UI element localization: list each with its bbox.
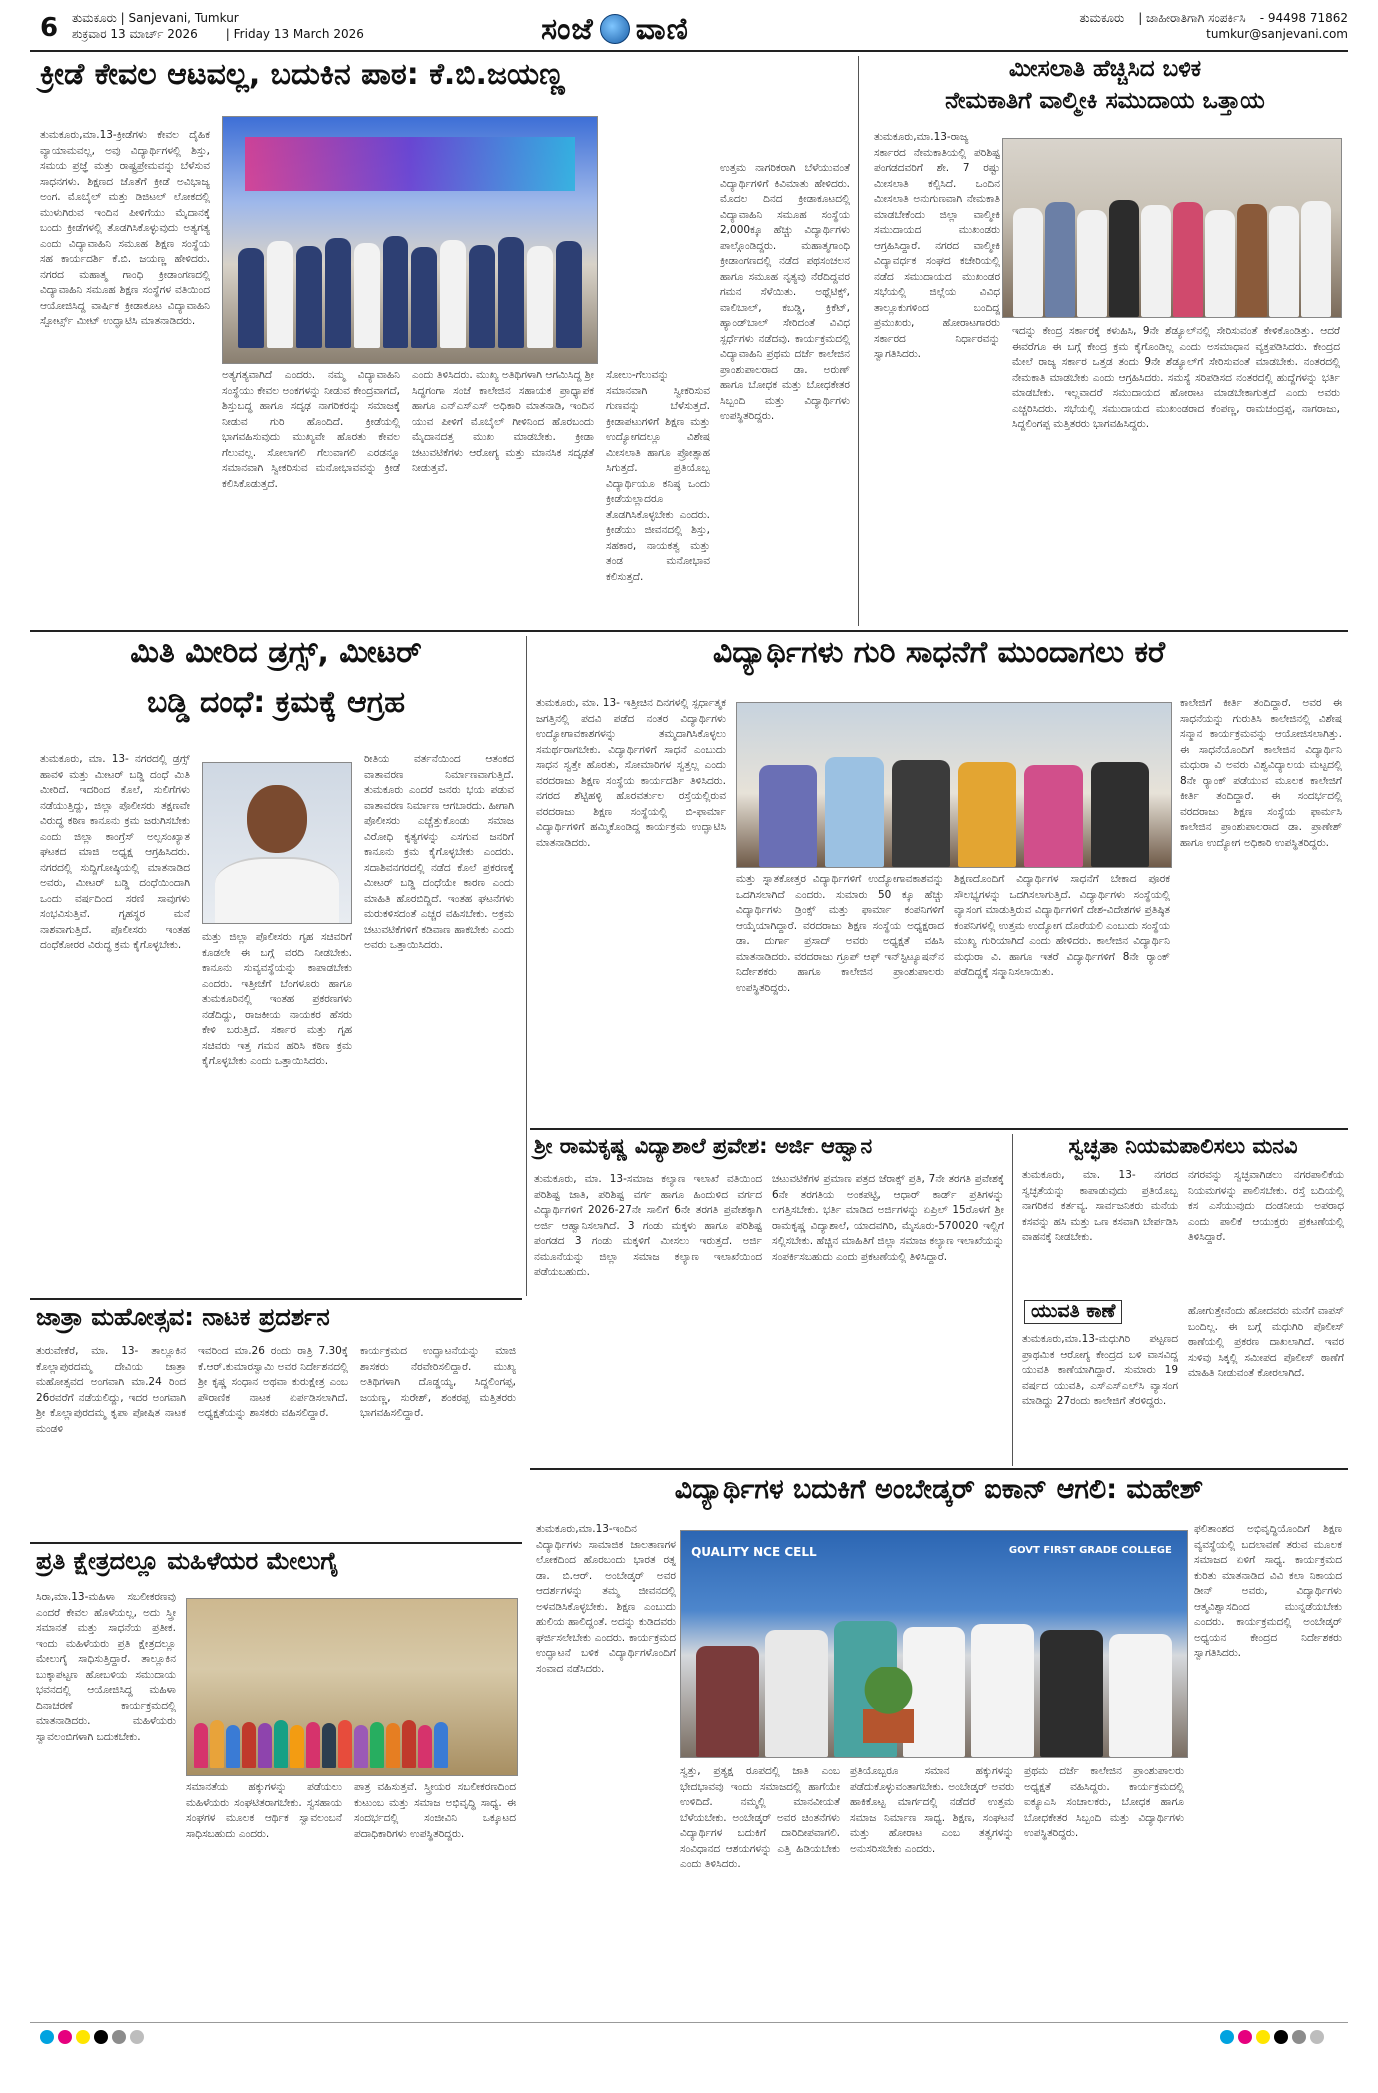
article-women-col2: ಸಮಾನತೆಯ ಹಕ್ಕುಗಳನ್ನು ಪಡೆಯಲು ಮಹಿಳೆಯರು ಸಂಘಟಿತರಾಗಬೇಕು. ಸ್ವಸಹಾಯ ಸಂಘಗಳ ಮೂಲಕ ಆರ್ಥಿಕ ಸ್ವಾವಲಂಬನೆ ಸಾಧಿಸಬಹುದು ಎಂದರು.	[186, 1781, 342, 1840]
article-sports-headline: ಕ್ರೀಡೆ ಕೇವಲ ಆಟವಲ್ಲ, ಬದುಕಿನ ಪಾಠ: ಕೆ.ಬಿ.ಜಯಣ್ಣ	[40, 57, 565, 92]
registration-dot	[58, 2030, 72, 2044]
article-women-col1: ಸಿರಾ,ಮಾ.13-ಮಹಿಳಾ ಸಬಲೀಕರಣವು ಎಂದರೆ ಕೇವಲ ಹೊಳೆಯಲ್ಲ, ಅದು ಸ್ತ್ರೀ ಸಮಾನತೆ ಮತ್ತು ಸಾಧನೆಯ ಪ್ರತೀಕ. ಇಂದು ಮಹಿಳೆಯರು ಪ್ರತಿ ಕ್ಷೇತ್ರದಲ್ಲೂ ಮೇಲುಗೈ ಸಾಧಿಸುತ್ತಿದ್ದಾರೆ. ತಾಲ್ಲೂಕಿನ ಬುಕ್ಕಾಪಟ್ಟಣ ಹೋಬಳಿಯ ಸಮುದಾಯ ಭವನದಲ್ಲಿ ಆಯೋಜಿಸಿದ್ದ ಮಹಿಳಾ ದಿನಾಚರಣೆ ಕಾರ್ಯಕ್ರಮದಲ್ಲಿ ಮಾತನಾಡಿದರು. ಮಹಿಳೆಯರು ಸ್ವಾವಲಂಬಿಗಳಾಗಿ ಬದುಕಬೇಕು.	[36, 1591, 176, 1743]
article-students-goal	[530, 636, 1348, 1124]
plant-pot	[863, 1667, 914, 1744]
registration-marks-left	[40, 2030, 144, 2044]
masthead-date-en: | Friday 13 March 2026	[225, 27, 364, 41]
masthead-city: ತುಮಕೂರು	[72, 11, 117, 25]
article-ambedkar-col4: ಪ್ರಥಮ ದರ್ಜೆ ಕಾಲೇಜಿನ ಪ್ರಾಂಶುಪಾಲರು ಅಧ್ಯಕ್ಷತೆ ವಹಿಸಿದ್ದರು. ಕಾರ್ಯಕ್ರಮದಲ್ಲಿ ಐಕ್ಯೂಎಸಿ ಸಂಚಾಲಕರು, ಬೋಧಕ ಹಾಗೂ ಬೋಧಕೇತರ ಸಿಬ್ಬಂದಿ ಮತ್ತು ವಿದ್ಯಾರ್ಥಿಗಳು ಉಪಸ್ಥಿತರಿದ್ದರು.	[1024, 1765, 1184, 1839]
registration-dot	[112, 2030, 126, 2044]
speaker-portrait-photo	[202, 762, 352, 924]
masthead-ads-label: | ಜಾಹೀರಾತಿಗಾಗಿ ಸಂಪರ್ಕಿಸಿ	[1138, 11, 1246, 25]
article-school-admission	[530, 1134, 1008, 1466]
newspaper-logo	[500, 10, 730, 48]
article-students-goal-col3: ಶಿಕ್ಷಣದೊಂದಿಗೆ ವಿದ್ಯಾರ್ಥಿಗಳ ಸಾಧನೆಗೆ ಬೇಕಾದ ಪೂರಕ ಸೌಲಭ್ಯಗಳನ್ನು ಒದಗಿಸಲಾಗುತ್ತಿದೆ. ವಿದ್ಯಾರ್ಥಿಗಳು ಸಂಸ್ಥೆಯಲ್ಲಿ ವ್ಯಾಸಂಗ ಮಾಡುತ್ತಿರುವ ವಿದ್ಯಾರ್ಥಿಗಳಿಗೆ ದೇಶ-ವಿದೇಶಗಳ ಪ್ರತಿಷ್ಠಿತ ಕಂಪನಿಗಳಲ್ಲಿ ಉತ್ತಮ ಉದ್ಯೋಗ ದೊರೆಯಲಿ ಎಂಬುದು ಸಂಸ್ಥೆಯ ಮುಖ್ಯ ಗುರಿಯಾಗಿದೆ ಎಂದು ಹೇಳಿದರು. ಕಾಲೇಜಿನ ವಿದ್ಯಾರ್ಥಿನಿ ಮಧುರಾ ವಿ. ಹಾಗೂ ಇತರೆ ವಿದ್ಯಾರ್ಥಿಗಳಿಗೆ 8ನೇ ರ್‍ಯಾಂಕ್ ಪಡೆದಿದ್ದಕ್ಕೆ ಸನ್ಮಾನಿಸಲಾಯಿತು.	[954, 873, 1170, 978]
article-school-admission-col1: ತುಮಕೂರು, ಮಾ. 13-ಸಮಾಜ ಕಲ್ಯಾಣ ಇಲಾಖೆ ವತಿಯಿಂದ ಪರಿಶಿಷ್ಟ ಜಾತಿ, ಪರಿಶಿಷ್ಟ ವರ್ಗ ಹಾಗೂ ಹಿಂದುಳಿದ ವರ್ಗದ ವಿದ್ಯಾರ್ಥಿಗಳಿಗೆ 2026-27ನೇ ಸಾಲಿಗೆ 6ನೇ ತರಗತಿ ಪ್ರವೇಶಕ್ಕಾಗಿ ಅರ್ಜಿ ಆಹ್ವಾನಿಸಲಾಗಿದೆ. 3 ಗಂಡು ಮಕ್ಕಳು ಹಾಗೂ ಪರಿಶಿಷ್ಟ ಪಂಗಡದ 3 ಗಂಡು ಮಕ್ಕಳಿಗೆ ಮೀಸಲು ಇರುತ್ತದೆ. ಅರ್ಜಿ ನಮೂನೆಯನ್ನು ಜಿಲ್ಲಾ ಸಮಾಜ ಕಲ್ಯಾಣ ಇಲಾಖೆಯಿಂದ ಪಡೆಯಬಹುದು.	[534, 1173, 762, 1278]
masthead-date-kn: ಶುಕ್ರವಾರ 13 ಮಾರ್ಚ್ 2026	[72, 27, 198, 41]
article-missing-woman-col2: ಹೋಗುತ್ತೇನೆಂದು ಹೋದವರು ಮನೆಗೆ ವಾಪಸ್ ಬಂದಿಲ್ಲ. ಈ ಬಗ್ಗೆ ಮಧುಗಿರಿ ಪೊಲೀಸ್ ಠಾಣೆಯಲ್ಲಿ ಪ್ರಕರಣ ದಾಖಲಾಗಿದೆ. ಇವರ ಸುಳಿವು ಸಿಕ್ಕಲ್ಲಿ ಸಮೀಪದ ಪೊಲೀಸ್ ಠಾಣೆಗೆ ಮಾಹಿತಿ ನೀಡುವಂತೆ ಕೋರಲಾಗಿದೆ.	[1188, 1305, 1344, 1379]
registration-dot	[94, 2030, 108, 2044]
article-missing-woman	[1018, 1300, 1348, 1466]
plant-ceremony-photo	[680, 1530, 1188, 1758]
article-fair-drama-col2: ಇವರಿಂದ ಮಾ.26 ರಂದು ರಾತ್ರಿ 7.30ಕ್ಕೆ ಕೆ.ಆರ್.ಕುಮಾರಸ್ವಾಮಿ ಅವರ ನಿರ್ದೇಶನದಲ್ಲಿ ಶ್ರೀ ಕೃಷ್ಣ ಸಂಧಾನ ಅಥವಾ ಕುರುಕ್ಷೇತ್ರ ಎಂಬ ಪೌರಾಣಿಕ ನಾಟಕ ಏರ್ಪಡಿಸಲಾಗಿದೆ. ಅಧ್ಯಕ್ಷತೆಯನ್ನು ಶಾಸಕರು ವಹಿಸಲಿದ್ದಾರೆ.	[198, 1345, 348, 1419]
photo-people	[1013, 184, 1331, 318]
registration-dot	[1220, 2030, 1234, 2044]
article-reservation-headline-line1: ಮೀಸಲಾತಿ ಹೆಚ್ಚಿಸಿದ ಬಳಿಕ	[1008, 56, 1202, 82]
masthead-edition: | Sanjevani, Tumkur	[120, 11, 239, 25]
registration-dot	[130, 2030, 144, 2044]
article-ambedkar-col1: ತುಮಕೂರು,ಮಾ.13-ಇಂದಿನ ವಿದ್ಯಾರ್ಥಿಗಳು ಸಾಮಾಜಿಕ ಜಾಲತಾಣಗಳ ಲೋಕದಿಂದ ಹೊರಬಂದು ಭಾರತ ರತ್ನ ಡಾ. ಬಿ.ಆರ್. ಅಂಬೇಡ್ಕರ್ ಅವರ ಆದರ್ಶಗಳನ್ನು ತಮ್ಮ ಜೀವನದಲ್ಲಿ ಅಳವಡಿಸಿಕೊಳ್ಳಬೇಕು. ಶಿಕ್ಷಣ ಎಂಬುದು ಹುಲಿಯ ಹಾಲಿದ್ದಂತೆ. ಅದನ್ನು ಕುಡಿದವರು ಘರ್ಜಿಸಲೇಬೇಕು ಎಂದರು. ಕಾರ್ಯಕ್ರಮದ ಉದ್ಘಾಟನೆ ಬಳಿಕ ವಿದ್ಯಾರ್ಥಿಗಳೊಂದಿಗೆ ಸಂವಾದ ನಡೆಸಿದರು.	[536, 1523, 676, 1675]
registration-dot	[1292, 2030, 1306, 2044]
article-drugs-headline-line2: ಬಡ್ಡಿ ದಂಧೆ: ಕ್ರಮಕ್ಕೆ ಆಗ್ರಹ	[146, 685, 406, 720]
community-meeting-photo	[1002, 138, 1342, 318]
article-women	[30, 1548, 522, 2016]
article-sports-col-mid1: ಅತ್ಯಗತ್ಯವಾಗಿದೆ ಎಂದರು. ನಮ್ಮ ವಿದ್ಯಾವಾಹಿನಿ ಸಂಸ್ಥೆಯು ಕೇವಲ ಅಂಕಗಳನ್ನು ನೀಡುವ ಕೇಂದ್ರವಾಗದೆ, ಶಿಸ್ತುಬದ್ಧ ಹಾಗೂ ಸದೃಢ ನಾಗರಿಕರನ್ನು ಸಮಾಜಕ್ಕೆ ನೀಡುವ ಗುರಿ ಹೊಂದಿದೆ. ಕ್ರೀಡೆಯಲ್ಲಿ ಭಾಗವಹಿಸುವುದು ಮುಖ್ಯವೇ ಹೊರತು ಕೇವಲ ಗೆಲುವಲ್ಲ. ಸೋಲಾಗಲಿ ಗೆಲುವಾಗಲಿ ಎರಡನ್ನೂ ಸಮಾನವಾಗಿ ಸ್ವೀಕರಿಸುವ ಮನೋಭಾವವನ್ನು ಕ್ರೀಡೆ ಕಲಿಸಿಕೊಡುತ್ತದೆ.	[222, 369, 400, 490]
women-event-photo	[186, 1598, 518, 1776]
article-reservation	[862, 56, 1348, 626]
divider	[30, 1542, 522, 1544]
masthead-right-info	[1079, 10, 1348, 42]
article-reservation-col1: ತುಮಕೂರು,ಮಾ.13-ರಾಜ್ಯ ಸರ್ಕಾರದ ನೇಮಕಾತಿಯಲ್ಲಿ ಪರಿಶಿಷ್ಟ ಪಂಗಡದವರಿಗೆ ಶೇ. 7 ರಷ್ಟು ಮೀಸಲಾತಿ ಕಲ್ಪಿಸಿದೆ. ಒಂದಿನ ಮೀಸಲಾತಿ ಅನುಗುಣವಾಗಿ ನೇಮಕಾತಿ ಮಾಡಬೇಕೆಂದು ಜಿಲ್ಲಾ ವಾಲ್ಮೀಕಿ ಸಮುದಾಯದ ಮುಖಂಡರು ಆಗ್ರಹಿಸಿದ್ದಾರೆ. ನಗರದ ವಾಲ್ಮೀಕಿ ವಿದ್ಯಾವರ್ಧಕ ಸಂಘದ ಕಚೇರಿಯಲ್ಲಿ ನಡೆದ ಸಮುದಾಯದ ಮುಖಂಡರ ಸಭೆಯಲ್ಲಿ ಜಿಲ್ಲೆಯ ವಿವಿಧ ತಾಲ್ಲೂಕುಗಳಿಂದ ಬಂದಿದ್ದ ಪ್ರಮುಖರು, ಹೋರಾಟಗಾರರು ಸರ್ಕಾರದ ನಿರ್ಧಾರವನ್ನು ಸ್ವಾಗತಿಸಿದರು.	[874, 131, 1000, 360]
article-school-admission-col2: ಚಟುವಟಿಕೆಗಳ ಪ್ರಮಾಣ ಪತ್ರದ ಜೆರಾಕ್ಸ್ ಪ್ರತಿ, 7ನೇ ತರಗತಿ ಪ್ರವೇಶಕ್ಕೆ 6ನೇ ತರಗತಿಯ ಅಂಕಪಟ್ಟಿ, ಆಧಾರ್ ಕಾರ್ಡ್ ಪ್ರತಿಗಳನ್ನು ಲಗತ್ತಿಸಬೇಕು. ಭರ್ತಿ ಮಾಡಿದ ಅರ್ಜಿಗಳನ್ನು ಏಪ್ರಿಲ್ 15ರೊಳಗೆ ಶ್ರೀ ರಾಮಕೃಷ್ಣ ವಿದ್ಯಾಶಾಲೆ, ಯಾದವಗಿರಿ, ಮೈಸೂರು-570020 ಇಲ್ಲಿಗೆ ಸಲ್ಲಿಸಬೇಕು. ಹೆಚ್ಚಿನ ಮಾಹಿತಿಗೆ ಜಿಲ್ಲಾ ಸಮಾಜ ಕಲ್ಯಾಣ ಇಲಾಖೆಯನ್ನು ಸಂಪರ್ಕಿಸಬಹುದು ಎಂದು ಪ್ರಕಟಣೆಯಲ್ಲಿ ತಿಳಿಸಿದ್ದಾರೆ.	[772, 1173, 1004, 1263]
article-reservation-headline-line2: ನೇಮಕಾತಿಗೆ ವಾಲ್ಮೀಕಿ ಸಮುದಾಯ ಒತ್ತಾಯ	[945, 88, 1265, 114]
article-drugs-headline-line1: ಮಿತಿ ಮೀರಿದ ಡ್ರಗ್ಸ್, ಮೀಟರ್	[130, 635, 422, 670]
article-cleanliness	[1018, 1134, 1348, 1298]
logo-text-right: ವಾಣಿ	[635, 11, 689, 47]
photo-people	[238, 220, 582, 348]
registration-dot	[76, 2030, 90, 2044]
divider	[30, 2022, 1348, 2023]
article-ambedkar-col3: ಪ್ರತಿಯೊಬ್ಬರೂ ಸಮಾನ ಹಕ್ಕುಗಳನ್ನು ಪಡೆದುಕೊಳ್ಳುವಂತಾಗಬೇಕು. ಅಂಬೇಡ್ಕರ್ ಅವರು ಹಾಕಿಕೊಟ್ಟ ಮಾರ್ಗದಲ್ಲಿ ನಡೆದರೆ ಉತ್ತಮ ಸಮಾಜ ನಿರ್ಮಾಣ ಸಾಧ್ಯ. ಶಿಕ್ಷಣ, ಸಂಘಟನೆ ಮತ್ತು ಹೋರಾಟ ಎಂಬ ತತ್ವಗಳನ್ನು ಅನುಸರಿಸಬೇಕು ಎಂದರು.	[850, 1765, 1014, 1855]
article-students-goal-col1: ತುಮಕೂರು, ಮಾ. 13- ಇತ್ತೀಚಿನ ದಿನಗಳಲ್ಲಿ ಸ್ಪರ್ಧಾತ್ಮಕ ಜಗತ್ತಿನಲ್ಲಿ ಪದವಿ ಪಡೆದ ನಂತರ ವಿದ್ಯಾರ್ಥಿಗಳು ಉದ್ಯೋಗಾವಕಾಶಗಳನ್ನು ತಮ್ಮದಾಗಿಸಿಕೊಳ್ಳಲು ಸಮರ್ಥರಾಗಬೇಕು. ವಿದ್ಯಾರ್ಥಿಗಳಿಗೆ ಸಾಧನೆ ಎಂಬುದು ಸಾಧನ ಸ್ವತ್ತೇ ಹೊರತು, ಸೋಮಾರಿಗಳ ಸ್ವತ್ತಲ್ಲ ಎಂದು ವರದರಾಜು ಶಿಕ್ಷಣ ಸಂಸ್ಥೆಯ ಕಾರ್ಯದರ್ಶಿ ತಿಳಿಸಿದರು. ನಗರದ ಶೆಟ್ಟಿಹಳ್ಳಿ ಹೊರವರ್ತುಲ ರಸ್ತೆಯಲ್ಲಿರುವ ವರದರಾಜು ಶಿಕ್ಷಣ ಸಂಸ್ಥೆಯಲ್ಲಿ ಬಿ-ಫಾರ್ಮಾ ವಿದ್ಯಾರ್ಥಿಗಳಿಗೆ ಹಮ್ಮಿಕೊಂಡಿದ್ದ ಕಾರ್ಯಕ್ರಮ ಉದ್ಘಾಟಿಸಿ ಮಾತನಾಡಿದರು.	[536, 697, 726, 849]
article-school-admission-headline: ಶ್ರೀ ರಾಮಕೃಷ್ಣ ವಿದ್ಯಾಶಾಲೆ ಪ್ರವೇಶ: ಅರ್ಜಿ ಆಹ್ವಾನ	[534, 1134, 873, 1158]
article-students-goal-col4: ಕಾಲೇಜಿಗೆ ಕೀರ್ತಿ ತಂದಿದ್ದಾರೆ. ಅವರ ಈ ಸಾಧನೆಯನ್ನು ಗುರುತಿಸಿ ಕಾಲೇಜಿನಲ್ಲಿ ವಿಶೇಷ ಸನ್ಮಾನ ಕಾರ್ಯಕ್ರಮವನ್ನು ಆಯೋಜಿಸಲಾಗಿತ್ತು. ಈ ಸಾಧನೆಯೊಂದಿಗೆ ಕಾಲೇಜಿನ ವಿದ್ಯಾರ್ಥಿನಿ ಮಧುರಾ ವಿ ಅವರು ವಿಶ್ವವಿದ್ಯಾಲಯ ಮಟ್ಟದಲ್ಲಿ 8ನೇ ರ್‍ಯಾಂಕ್ ಪಡೆಯುವ ಮೂಲಕ ಕಾಲೇಜಿಗೆ ಕೀರ್ತಿ ತಂದಿದ್ದಾರೆ. ಈ ಸಂದರ್ಭದಲ್ಲಿ ವರದರಾಜು ಶಿಕ್ಷಣ ಸಂಸ್ಥೆಯ ಫಾರ್ಮಸಿ ಕಾಲೇಜಿನ ಪ್ರಾಂಶುಪಾಲರಾದ ಡಾ. ಪ್ರಾಣೇಶ್ ಹಾಗೂ ಉದ್ಯೋಗ ಅಧಿಕಾರಿ ಉಪಸ್ಥಿತರಿದ್ದರು.	[1180, 697, 1342, 849]
article-fair-drama-col3: ಕಾರ್ಯಕ್ರಮದ ಉದ್ಘಾಟನೆಯನ್ನು ಮಾಜಿ ಶಾಸಕರು ನೆರವೇರಿಸಲಿದ್ದಾರೆ. ಮುಖ್ಯ ಅತಿಥಿಗಳಾಗಿ ದೊಡ್ಡಯ್ಯ, ಸಿದ್ದಲಿಂಗಪ್ಪ, ಜಯಣ್ಣ, ಸುರೇಶ್, ಶಂಕರಪ್ಪ ಮತ್ತಿತರರು ಭಾಗವಹಿಸಲಿದ್ದಾರೆ.	[360, 1345, 516, 1419]
divider	[1012, 1134, 1013, 1466]
photo-people	[696, 1599, 1172, 1757]
photo-people	[759, 739, 1150, 867]
award-ceremony-photo	[736, 702, 1172, 868]
article-drugs-col2: ಮತ್ತು ಜಿಲ್ಲಾ ಪೊಲೀಸರು ಗೃಹ ಸಚಿವರಿಗೆ ಕೂಡಲೇ ಈ ಬಗ್ಗೆ ವರದಿ ನೀಡಬೇಕು. ಕಾನೂನು ಸುವ್ಯವಸ್ಥೆಯನ್ನು ಕಾಪಾಡಬೇಕು ಎಂದರು. ಇತ್ತೀಚೆಗೆ ಬೆಂಗಳೂರು ಹಾಗೂ ತುಮಕೂರಿನಲ್ಲಿ ಇಂತಹ ಪ್ರಕರಣಗಳು ನಡೆದಿದ್ದು, ರಾಜಕೀಯ ನಾಯಕರ ಹೆಸರು ಕೇಳಿ ಬರುತ್ತಿದೆ. ಸರ್ಕಾರ ಮತ್ತು ಗೃಹ ಸಚಿವರು ಇತ್ತ ಗಮನ ಹರಿಸಿ ಕಠಿಣ ಕ್ರಮ ಕೈಗೊಳ್ಳಬೇಕು ಎಂದು ಒತ್ತಾಯಿಸಿದರು.	[202, 931, 352, 1067]
article-ambedkar-col2: ಸ್ವತ್ತು, ಪ್ರತ್ಯಕ್ಷ ರೂಪದಲ್ಲಿ ಜಾತಿ ಎಂಬ ಭೇದಭಾವವು ಇಂದು ಸಮಾಜದಲ್ಲಿ ಹಾಗೆಯೇ ಉಳಿದಿದೆ. ನಮ್ಮಲ್ಲಿ ಮಾನವೀಯತೆ ಬೆಳೆಯಬೇಕು. ಅಂಬೇಡ್ಕರ್ ಅವರ ಚಿಂತನೆಗಳು ವಿದ್ಯಾರ್ಥಿಗಳ ಬದುಕಿಗೆ ದಾರಿದೀಪವಾಗಲಿ. ಸಂವಿಧಾನದ ಆಶಯಗಳನ್ನು ಎತ್ತಿ ಹಿಡಿಯಬೇಕು ಎಂದು ತಿಳಿಸಿದರು.	[680, 1765, 840, 1870]
divider	[858, 56, 859, 626]
article-ambedkar	[530, 1474, 1348, 2016]
photo-banner-text-left: QUALITY NCE CELL	[691, 1544, 817, 1559]
masthead-left-info	[72, 10, 364, 42]
registration-dot	[40, 2030, 54, 2044]
masthead-phone: - 94498 71862	[1259, 11, 1348, 25]
article-students-goal-col2: ಮತ್ತು ಸ್ನಾತಕೋತ್ತರ ವಿದ್ಯಾರ್ಥಿಗಳಿಗೆ ಉದ್ಯೋಗಾವಕಾಶವನ್ನು ಒದಗಿಸಲಾಗಿದೆ ಎಂದರು. ಸುಮಾರು 50 ಕ್ಕೂ ಹೆಚ್ಚು ವಿದ್ಯಾರ್ಥಿಗಳು ಡ್ರಿಂಕ್ಸ್ ಮತ್ತು ಫಾರ್ಮಾ ಕಂಪನಿಗಳಿಗೆ ಆಯ್ಕೆಯಾಗಿದ್ದಾರೆ. ವರದರಾಜು ಶಿಕ್ಷಣ ಸಂಸ್ಥೆಯ ಅಧ್ಯಕ್ಷರಾದ ಡಾ. ದುರ್ಗಾ ಪ್ರಸಾದ್ ಅವರು ಅಧ್ಯಕ್ಷತೆ ವಹಿಸಿ ಮಾತನಾಡಿದರು. ವರದರಾಜು ಗ್ರೂಪ್ ಆಫ್ ಇನ್‌ಸ್ಟಿಟ್ಯೂಷನ್‌ನ ನಿರ್ದೇಶಕರು ಹಾಗೂ ಕಾಲೇಜಿನ ಪ್ರಾಂಶುಪಾಲರು ಉಪಸ್ಥಿತರಿದ್ದರು.	[736, 873, 944, 994]
registration-dot	[1274, 2030, 1288, 2044]
portrait-shirt	[215, 857, 339, 923]
article-fair-drama-headline: ಜಾತ್ರಾ ಮಹೋತ್ಸವ: ನಾಟಕ ಪ್ರದರ್ಶನ	[36, 1303, 330, 1331]
article-sports-col-mid2: ಎಂದು ತಿಳಿಸಿದರು. ಮುಖ್ಯ ಅತಿಥಿಗಳಾಗಿ ಆಗಮಿಸಿದ್ದ ಶ್ರೀ ಸಿದ್ಧಗಂಗಾ ಸಂಜೆ ಕಾಲೇಜಿನ ಸಹಾಯಕ ಪ್ರಾಧ್ಯಾಪಕ ಹಾಗೂ ಎನ್‌ಎಸ್‌ಎಸ್ ಅಧಿಕಾರಿ ಮಾತನಾಡಿ, ಇಂದಿನ ಯುವ ಪೀಳಿಗೆ ಮೊಬೈಲ್ ಗೀಳಿನಿಂದ ಹೊರಬಂದು ಮೈದಾನದತ್ತ ಮುಖ ಮಾಡಬೇಕು. ಕ್ರೀಡಾ ಚಟುವಟಿಕೆಗಳು ಆರೋಗ್ಯ ಮತ್ತು ಮಾನಸಿಕ ಸದೃಢತೆ ನೀಡುತ್ತವೆ.	[412, 369, 594, 474]
divider	[30, 1298, 522, 1300]
article-cleanliness-col1: ತುಮಕೂರು, ಮಾ. 13- ನಗರದ ಸ್ವಚ್ಛತೆಯನ್ನು ಕಾಪಾಡುವುದು ಪ್ರತಿಯೊಬ್ಬ ನಾಗರಿಕನ ಕರ್ತವ್ಯ. ಸಾರ್ವಜನಿಕರು ಮನೆಯ ಕಸವನ್ನು ಹಸಿ ಮತ್ತು ಒಣ ಕಸವಾಗಿ ಬೇರ್ಪಡಿಸಿ ವಾಹನಕ್ಕೆ ನೀಡಬೇಕು.	[1022, 1169, 1178, 1243]
divider	[30, 630, 1348, 632]
article-sports-col-left: ತುಮಕೂರು,ಮಾ.13-ಕ್ರೀಡೆಗಳು ಕೇವಲ ದೈಹಿಕ ವ್ಯಾಯಾಮವಲ್ಲ, ಅವು ವಿದ್ಯಾರ್ಥಿಗಳಲ್ಲಿ ಶಿಸ್ತು, ಸಮಯ ಪ್ರಜ್ಞೆ ಮತ್ತು ರಾಷ್ಟ್ರಪ್ರೇಮವನ್ನು ಬೆಳೆಸುವ ಸಾಧನಗಳು. ಶಿಕ್ಷಣದ ಜೊತೆಗೆ ಕ್ರೀಡೆ ಅವಿಭಾಜ್ಯ ಅಂಗ. ಮೊಬೈಲ್ ಮತ್ತು ಡಿಜಿಟಲ್ ಲೋಕದಲ್ಲಿ ಮುಳುಗಿರುವ ಇಂದಿನ ಪೀಳಿಗೆಯು ಮೈದಾನಕ್ಕೆ ಬಂದು ಕ್ರೀಡೆಗಳಲ್ಲಿ ತೊಡಗಿಸಿಕೊಳ್ಳುವುದು ಅತ್ಯಗತ್ಯ ಎಂದು ವಿದ್ಯಾವಾಹಿನಿ ಸಮೂಹ ಶಿಕ್ಷಣ ಸಂಸ್ಥೆಯ ಸಹ ಕಾರ್ಯದರ್ಶಿ ಕೆ.ಬಿ. ಜಯಣ್ಣ ಹೇಳಿದರು. ನಗರದ ಮಹಾತ್ಮ ಗಾಂಧಿ ಕ್ರೀಡಾಂಗಣದಲ್ಲಿ ವಿದ್ಯಾವಾಹಿನಿ ಸಮೂಹ ಶಿಕ್ಷಣ ಸಂಸ್ಥೆಗಳ ವತಿಯಿಂದ ಆಯೋಜಿಸಿದ್ದ ವಾರ್ಷಿಕ ಕ್ರೀಡಾಕೂಟ ವಿದ್ಯಾವಾಹಿನಿ ಸ್ಪೋರ್ಟ್ಸ್ ಮೀಟ್ ಉದ್ಘಾಟಿಸಿ ಮಾತನಾಡಿದರು.	[40, 129, 210, 327]
article-drugs-col1: ತುಮಕೂರು, ಮಾ. 13- ನಗರದಲ್ಲಿ ಡ್ರಗ್ಸ್ ಹಾವಳಿ ಮತ್ತು ಮೀಟರ್ ಬಡ್ಡಿ ದಂಧೆ ಮಿತಿ ಮೀರಿದೆ. ಇದರಿಂದ ಕೊಲೆ, ಸುಲಿಗೆಗಳು ನಡೆಯುತ್ತಿದ್ದು, ಜಿಲ್ಲಾ ಪೊಲೀಸರು ತಕ್ಷಣವೇ ವಿರುದ್ಧ ಕಠಿಣ ಕಾನೂನು ಕ್ರಮ ಜರುಗಿಸಬೇಕು ಎಂದು ಜಿಲ್ಲಾ ಕಾಂಗ್ರೆಸ್ ಅಲ್ಪಸಂಖ್ಯಾತ ಘಟಕದ ಮಾಜಿ ಅಧ್ಯಕ್ಷ ಆಗ್ರಹಿಸಿದರು. ನಗರದಲ್ಲಿ ಸುದ್ದಿಗೋಷ್ಠಿಯಲ್ಲಿ ಮಾತನಾಡಿದ ಅವರು, ಮೀಟರ್ ಬಡ್ಡಿ ದಂಧೆಯಿಂದಾಗಿ ಒಂದು ವರ್ಷದಿಂದ ಸರಣಿ ಸಾವುಗಳು ಸಂಭವಿಸುತ್ತಿವೆ. ಗೃಹಸ್ಥರ ಮನೆ ನಾಶವಾಗುತ್ತಿದೆ. ಪೊಲೀಸರು ಇಂತಹ ದಂಧೆಕೋರರ ವಿರುದ್ಧ ಕ್ರಮ ಕೈಗೊಳ್ಳಬೇಕು.	[40, 753, 190, 951]
registration-dot	[1256, 2030, 1270, 2044]
article-drugs-col3: ರೀತಿಯ ವರ್ತನೆಯಿಂದ ಆತಂಕದ ವಾತಾವರಣ ನಿರ್ಮಾಣವಾಗುತ್ತಿದೆ. ತುಮಕೂರು ಎಂದರೆ ಜನರು ಭಯ ಪಡುವ ವಾತಾವರಣ ನಿರ್ಮಾಣ ಆಗಬಾರದು. ಹೀಗಾಗಿ ಪೊಲೀಸರು ಎಚ್ಚೆತ್ತುಕೊಂಡು ಸಮಾಜ ವಿರೋಧಿ ಕೃತ್ಯಗಳನ್ನು ಎಸಗುವ ಜನರಿಗೆ ಕಾನೂನು ಕ್ರಮ ಕೈಗೊಳ್ಳಬೇಕು ಎಂದರು. ಸದಾಶಿವನಗರದಲ್ಲಿ ನಡೆದ ಕೊಲೆ ಪ್ರಕರಣಕ್ಕೆ ಮೀಟರ್ ಬಡ್ಡಿ ದಂಧೆಯೇ ಕಾರಣ ಎಂದು ಮಾಹಿತಿ ಹೊರಬಿದ್ದಿದೆ. ಇಂತಹ ಘಟನೆಗಳು ಮರುಕಳಿಸದಂತೆ ಎಚ್ಚರ ವಹಿಸಬೇಕು. ಅಕ್ರಮ ಚಟುವಟಿಕೆಗಳಿಗೆ ಕಡಿವಾಣ ಹಾಕಬೇಕು ಎಂದು ಅವರು ಒತ್ತಾಯಿಸಿದರು.	[364, 753, 514, 951]
article-sports	[30, 56, 856, 626]
article-sports-col-right2: ಉತ್ತಮ ನಾಗರಿಕರಾಗಿ ಬೆಳೆಯುವಂತೆ ವಿದ್ಯಾರ್ಥಿಗಳಿಗೆ ಕಿವಿಮಾತು ಹೇಳಿದರು. ಮೊದಲ ದಿನದ ಕ್ರೀಡಾಕೂಟದಲ್ಲಿ ವಿದ್ಯಾವಾಹಿನಿ ಸಮೂಹ ಸಂಸ್ಥೆಯ 2,000ಕ್ಕೂ ಹೆಚ್ಚು ವಿದ್ಯಾರ್ಥಿಗಳು ಪಾಲ್ಗೊಂಡಿದ್ದರು. ಮಹಾತ್ಮಗಾಂಧಿ ಕ್ರೀಡಾಂಗಣದಲ್ಲಿ ನಡೆದ ಪಥಸಂಚಲನ ಹಾಗೂ ಸಮೂಹ ನೃತ್ಯವು ನೆರೆದಿದ್ದವರ ಗಮನ ಸೆಳೆಯಿತು. ಅಥ್ಲೆಟಿಕ್ಸ್, ವಾಲಿಬಾಲ್, ಕಬಡ್ಡಿ, ಕ್ರಿಕೆಟ್, ಹ್ಯಾಂಡ್‌ಬಾಲ್ ಸೇರಿದಂತೆ ವಿವಿಧ ಸ್ಪರ್ಧೆಗಳು ನಡೆದವು. ಕಾರ್ಯಕ್ರಮದಲ್ಲಿ ವಿದ್ಯಾವಾಹಿನಿ ಪ್ರಥಮ ದರ್ಜೆ ಕಾಲೇಜಿನ ಪ್ರಾಂಶುಪಾಲರಾದ ಡಾ. ಅರುಣ್ ಹಾಗೂ ಬೋಧಕ ಮತ್ತು ಬೋಧಕೇತರ ಸಿಬ್ಬಂದಿ ಮತ್ತು ವಿದ್ಯಾರ್ಥಿಗಳು ಉಪಸ್ಥಿತರಿದ್ದರು.	[720, 162, 850, 422]
divider	[530, 1128, 1348, 1130]
registration-dot	[1310, 2030, 1324, 2044]
globe-icon	[600, 14, 630, 44]
masthead	[30, 8, 1348, 52]
masthead-email[interactable]: tumkur@sanjevani.com	[1206, 27, 1348, 41]
article-cleanliness-col2: ನಗರವನ್ನು ಸ್ವಚ್ಛವಾಗಿಡಲು ನಗರಪಾಲಿಕೆಯ ನಿಯಮಗಳನ್ನು ಪಾಲಿಸಬೇಕು. ರಸ್ತೆ ಬದಿಯಲ್ಲಿ ಕಸ ಎಸೆಯುವುದು ದಂಡನೀಯ ಅಪರಾಧ ಎಂದು ಪಾಲಿಕೆ ಆಯುಕ್ತರು ಪ್ರಕಟಣೆಯಲ್ಲಿ ತಿಳಿಸಿದ್ದಾರೆ.	[1188, 1169, 1344, 1243]
article-fair-drama	[30, 1304, 522, 1540]
photo-people	[194, 1671, 511, 1768]
article-fair-drama-col1: ತುರುವೇಕೆರೆ, ಮಾ. 13- ತಾಲ್ಲೂಕಿನ ಕೊಲ್ಲಾಪುರದಮ್ಮ ದೇವಿಯ ಜಾತ್ರಾ ಮಹೋತ್ಸವದ ಅಂಗವಾಗಿ ಮಾ.24 ರಿಂದ 26ರವರೆಗೆ ನಡೆಯಲಿದ್ದು, ಇದರ ಅಂಗವಾಗಿ ಶ್ರೀ ಕೊಲ್ಲಾಪುರದಮ್ಮ ಕೃಪಾ ಪೋಷಿತ ನಾಟಕ ಮಂಡಳಿ	[36, 1345, 186, 1435]
article-missing-woman-headline: ಯುವತಿ ಕಾಣೆ	[1024, 1300, 1122, 1324]
registration-dot	[1238, 2030, 1252, 2044]
logo-text-left: ಸಂಜೆ	[541, 11, 594, 47]
divider	[526, 636, 527, 1296]
article-women-headline: ಪ್ರತಿ ಕ್ಷೇತ್ರದಲ್ಲೂ ಮಹಿಳೆಯರ ಮೇಲುಗೈ	[36, 1547, 339, 1575]
photo-banner	[245, 137, 574, 191]
masthead-right-city: ತುಮಕೂರು	[1079, 11, 1125, 25]
sports-team-photo	[222, 116, 598, 364]
article-cleanliness-headline: ಸ್ವಚ್ಛತಾ ನಿಯಮಪಾಲಿಸಲು ಮನವಿ	[1068, 1134, 1298, 1158]
article-ambedkar-headline: ವಿದ್ಯಾರ್ಥಿಗಳ ಬದುಕಿಗೆ ಅಂಬೇಡ್ಕರ್ ಐಕಾನ್ ಆಗಲಿ: ಮಹೇಶ್	[674, 1474, 1204, 1505]
article-ambedkar-col5: ಫಲಿತಾಂಶದ ಅಭಿವೃದ್ಧಿಯೊಂದಿಗೆ ಶಿಕ್ಷಣ ವ್ಯವಸ್ಥೆಯಲ್ಲಿ ಬದಲಾವಣೆ ತರುವ ಮೂಲಕ ಸಮಾಜದ ಏಳಿಗೆ ಸಾಧ್ಯ. ಕಾರ್ಯಕ್ರಮದ ಕುರಿತು ಮಾತನಾಡಿದ ವಿವಿ ಕಲಾ ನಿಕಾಯದ ಡೀನ್ ಅವರು, ವಿದ್ಯಾರ್ಥಿಗಳು ಆತ್ಮವಿಶ್ವಾಸದಿಂದ ಮುನ್ನಡೆಯಬೇಕು ಎಂದರು. ಕಾರ್ಯಕ್ರಮದಲ್ಲಿ ಅಂಬೇಡ್ಕರ್ ಅಧ್ಯಯನ ಕೇಂದ್ರದ ನಿರ್ದೇಶಕರು ಸ್ವಾಗತಿಸಿದರು.	[1194, 1523, 1342, 1659]
article-missing-woman-col1: ತುಮಕೂರು,ಮಾ.13-ಮಧುಗಿರಿ ಪಟ್ಟಣದ ಪ್ರಾಥಮಿಕ ಆರೋಗ್ಯ ಕೇಂದ್ರದ ಬಳಿ ವಾಸವಿದ್ದ ಯುವತಿ ಕಾಣೆಯಾಗಿದ್ದಾರೆ. ಸುಮಾರು 19 ವರ್ಷದ ಯುವತಿ, ಎಸ್‌ಎಸ್‌ಎಲ್‌ಸಿ ವ್ಯಾಸಂಗ ಮಾಡಿದ್ದು 27ರಂದು ಕಾಲೇಜಿಗೆ ತೆರಳಿದ್ದರು.	[1022, 1333, 1178, 1407]
registration-marks-right	[1220, 2030, 1324, 2044]
divider	[530, 1468, 1348, 1470]
article-drugs	[30, 636, 522, 1296]
portrait-head	[247, 785, 306, 852]
article-reservation-col2: ಇದನ್ನು ಕೇಂದ್ರ ಸರ್ಕಾರಕ್ಕೆ ಕಳುಹಿಸಿ, 9ನೇ ಶೆಡ್ಯೂಲ್‌ನಲ್ಲಿ ಸೇರಿಸುವಂತೆ ಕೇಳಿಕೊಂಡಿತ್ತು. ಆದರೆ ಈವರೆಗೂ ಈ ಬಗ್ಗೆ ಕೇಂದ್ರ ಕ್ರಮ ಕೈಗೊಂಡಿಲ್ಲ ಎಂದು ಅಸಮಾಧಾನ ವ್ಯಕ್ತಪಡಿಸಿದರು. ಕೇಂದ್ರದ ಮೇಲೆ ರಾಜ್ಯ ಸರ್ಕಾರ ಒತ್ತಡ ತಂದು 9ನೇ ಶೆಡ್ಯೂಲ್‌ಗೆ ಸೇರಿಸುವಂತೆ ಮಾಡಬೇಕು. ನಂತರದಲ್ಲಿ ನೇಮಕಾತಿ ಮಾಡಬೇಕು ಎಂದು ಆಗ್ರಹಿಸಿದರು. ಸಮಸ್ಯೆ ಸರಿಪಡಿಸದ ನಂತರದಲ್ಲಿ ಹುದ್ದೆಗಳನ್ನು ಭರ್ತಿ ಮಾಡಬೇಕು. ಇಲ್ಲವಾದರೆ ಸಮುದಾಯದ ಹೋರಾಟ ಮಾಡಬೇಕಾಗುತ್ತದೆ ಎಂದು ಅವರು ಎಚ್ಚರಿಸಿದರು. ಸಭೆಯಲ್ಲಿ ಸಮುದಾಯದ ಮುಖಂಡರಾದ ಕೆಂಪಣ್ಣ, ರಾಮಚಂದ್ರಪ್ಪ, ನಾಗರಾಜು, ಸಿದ್ದಲಿಂಗಪ್ಪ ಮತ್ತಿತರರು ಭಾಗವಹಿಸಿದ್ದರು.	[1012, 325, 1340, 430]
page-number: 6	[40, 13, 59, 43]
article-students-goal-headline: ವಿದ್ಯಾರ್ಥಿಗಳು ಗುರಿ ಸಾಧನೆಗೆ ಮುಂದಾಗಲು ಕರೆ	[712, 635, 1166, 670]
photo-banner-text-right: GOVT FIRST GRADE COLLEGE	[1008, 1544, 1172, 1556]
article-sports-col-right1: ಸೋಲು-ಗೆಲುವನ್ನು ಸಮಾನವಾಗಿ ಸ್ವೀಕರಿಸುವ ಗುಣವನ್ನು ಬೆಳೆಸುತ್ತದೆ. ಕ್ರೀಡಾಪಟುಗಳಿಗೆ ಶಿಕ್ಷಣ ಮತ್ತು ಉದ್ಯೋಗದಲ್ಲೂ ವಿಶೇಷ ಮೀಸಲಾತಿ ಹಾಗೂ ಪ್ರೋತ್ಸಾಹ ಸಿಗುತ್ತದೆ. ಪ್ರತಿಯೊಬ್ಬ ವಿದ್ಯಾರ್ಥಿಯೂ ಕನಿಷ್ಠ ಒಂದು ಕ್ರೀಡೆಯಲ್ಲಾದರೂ ತೊಡಗಿಸಿಕೊಳ್ಳಬೇಕು ಎಂದರು. ಕ್ರೀಡೆಯು ಜೀವನದಲ್ಲಿ ಶಿಸ್ತು, ಸಹಕಾರ, ನಾಯಕತ್ವ ಮತ್ತು ತಂಡ ಮನೋಭಾವ ಕಲಿಸುತ್ತದೆ.	[606, 369, 710, 583]
article-women-col3: ಪಾತ್ರ ವಹಿಸುತ್ತವೆ. ಸ್ತ್ರೀಯರ ಸಬಲೀಕರಣದಿಂದ ಕುಟುಂಬ ಮತ್ತು ಸಮಾಜ ಅಭಿವೃದ್ಧಿ ಸಾಧ್ಯ. ಈ ಸಂದರ್ಭದಲ್ಲಿ ಸಂಜೀವಿನಿ ಒಕ್ಕೂಟದ ಪದಾಧಿಕಾರಿಗಳು ಉಪಸ್ಥಿತರಿದ್ದರು.	[354, 1781, 516, 1840]
